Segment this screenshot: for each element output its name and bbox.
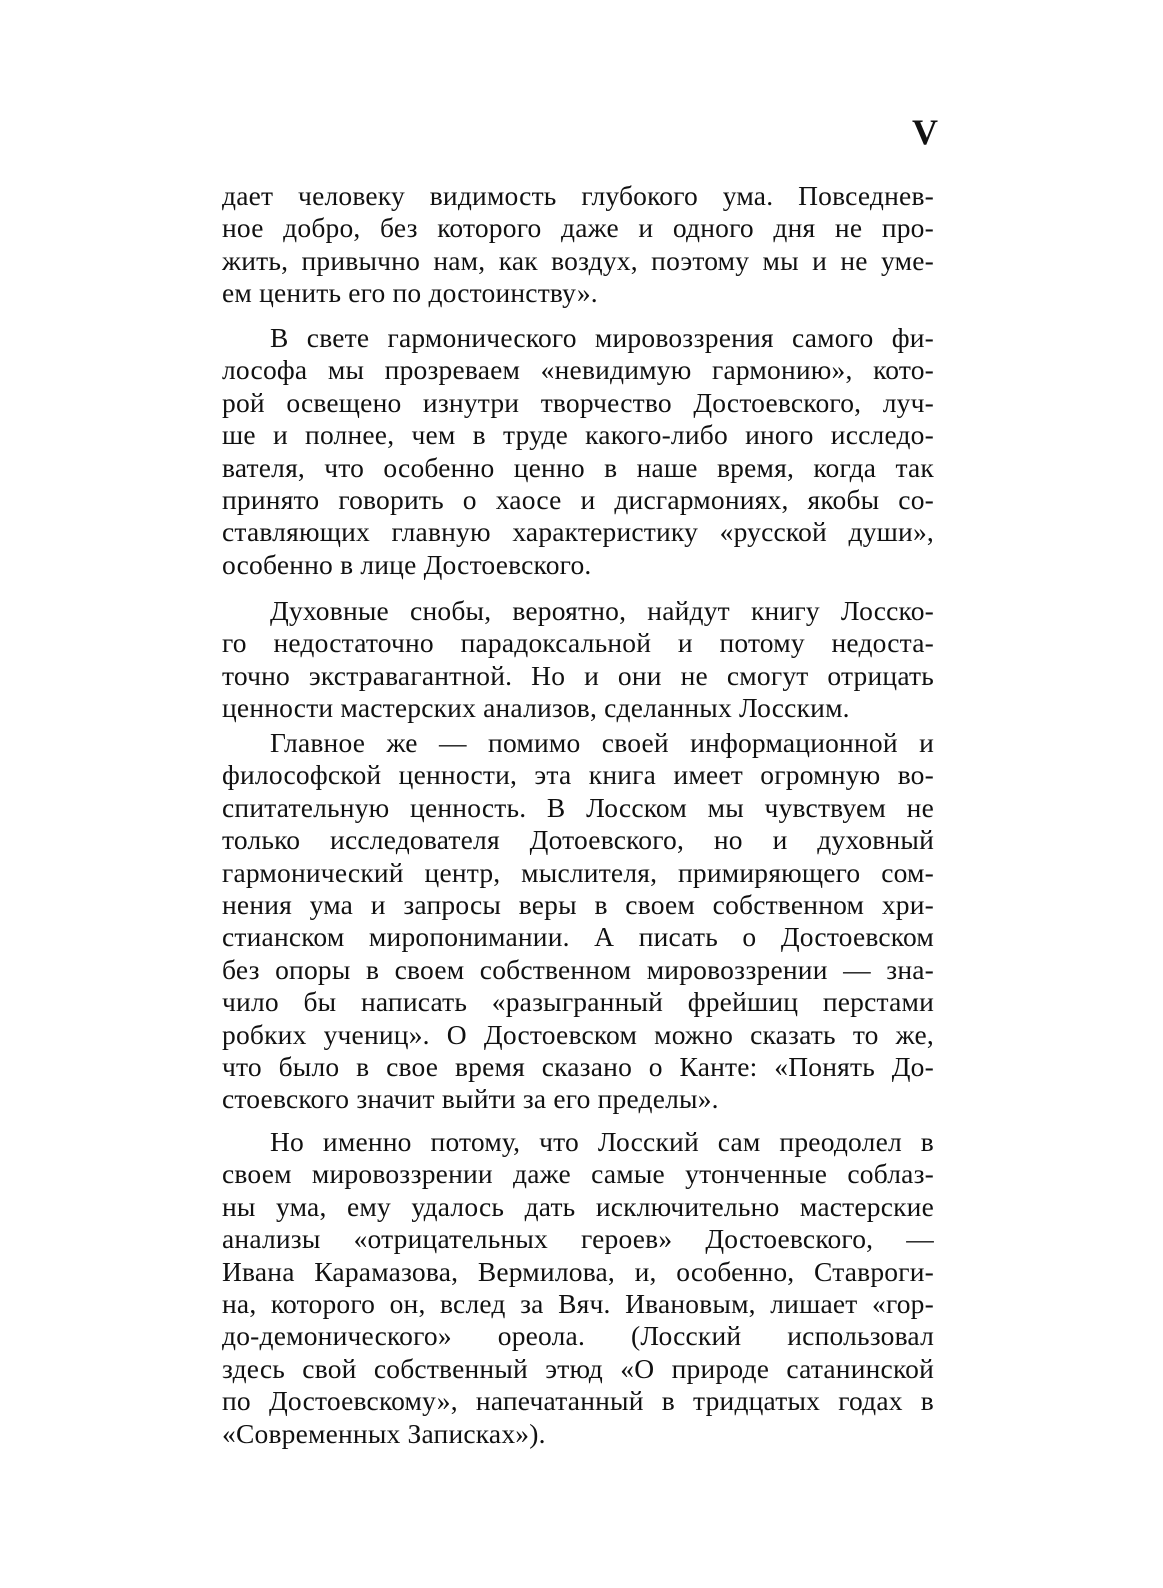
text-line: ставляющих главную характеристику «русской души», bbox=[222, 516, 934, 548]
paragraph-1 bbox=[222, 180, 934, 310]
text-line: нения ума и запросы веры в своем собственном хри- bbox=[222, 888, 934, 920]
text-line: что было в свое время сказано о Канте: «Понять До- bbox=[222, 1050, 934, 1082]
text-line: робких учениц». О Достоевском можно сказать то же, bbox=[222, 1018, 934, 1050]
text-line: анализы «отрицательных героев» Достоевского, — bbox=[222, 1223, 934, 1255]
text-line: ное добро, без которого даже и одного дня не про- bbox=[222, 212, 934, 244]
text-line: ны ума, ему удалось дать исключительно мастерские bbox=[222, 1190, 934, 1222]
page-number: V bbox=[912, 112, 938, 152]
text-line: лософа мы прозреваем «невидимую гармонию», кото- bbox=[222, 354, 934, 386]
text-line: принято говорить о хаосе и дисгармониях, якобы со- bbox=[222, 483, 934, 515]
paragraph-3 bbox=[222, 595, 934, 725]
text-line: «Современных Записках»). bbox=[222, 1417, 546, 1449]
text-line: вателя, что особенно ценно в наше время, когда так bbox=[222, 451, 934, 483]
text-line: В свете гармонического мировоззрения самого фи- bbox=[270, 322, 934, 353]
text-line: жить, привычно нам, как воздух, поэтому мы и не уме- bbox=[222, 244, 934, 276]
text-line: гармонический центр, мыслителя, примиряющего сом- bbox=[222, 856, 934, 888]
text-line: особенно в лице Достоевского. bbox=[222, 548, 592, 580]
text-line: Главное же — помимо своей информационной и bbox=[270, 727, 934, 758]
text-line: по Достоевскому», напечатанный в тридцатых годах в bbox=[222, 1385, 934, 1417]
text-line: Ивана Карамазова, Вермилова, и, особенно, Ставроги- bbox=[222, 1255, 934, 1287]
text-line: только исследователя Дотоевского, но и духовный bbox=[222, 824, 934, 856]
text-line: Духовные снобы, вероятно, найдут книгу Лосско- bbox=[270, 595, 934, 626]
paragraph-4 bbox=[222, 727, 934, 1116]
text-line: на, которого он, вслед за Вяч. Ивановым, лишает «гор- bbox=[222, 1287, 934, 1319]
text-line: философской ценности, эта книга имеет огромную во- bbox=[222, 759, 934, 791]
paragraph-2 bbox=[222, 322, 934, 581]
text-line: спитательную ценность. В Лосском мы чувствуем не bbox=[222, 791, 934, 823]
text-line: стоевского значит выйти за его пределы». bbox=[222, 1083, 719, 1115]
text-line: го недостаточно парадоксальной и потому недоста- bbox=[222, 627, 934, 659]
text-line: ем ценить его по достоинству». bbox=[222, 277, 598, 309]
text-line: стианском миропонимании. А писать о Достоевском bbox=[222, 921, 934, 953]
text-line: рой освещено изнутри творчество Достоевского, луч- bbox=[222, 386, 934, 418]
text-line: точно экстравагантной. Но и они не смогут отрицать bbox=[222, 659, 934, 691]
text-line: ценности мастерских анализов, сделанных Лосским. bbox=[222, 692, 850, 724]
text-line: чило бы написать «разыгранный фрейшиц перстами bbox=[222, 986, 934, 1018]
text-line: дает человеку видимость глубокого ума. Повседнев- bbox=[222, 180, 934, 211]
paragraph-5 bbox=[222, 1126, 934, 1450]
text-line: здесь свой собственный этюд «О природе сатанинской bbox=[222, 1352, 934, 1384]
text-line: до-демонического» ореола. (Лосский использовал bbox=[222, 1320, 934, 1352]
text-line: своем мировоззрении даже самые утонченные соблаз- bbox=[222, 1158, 934, 1190]
text-line: Но именно потому, что Лосский сам преодолел в bbox=[270, 1126, 934, 1157]
text-line: без опоры в своем собственном мировоззрении — зна- bbox=[222, 953, 934, 985]
text-line: ше и полнее, чем в труде какого-либо иного исследо- bbox=[222, 419, 934, 451]
